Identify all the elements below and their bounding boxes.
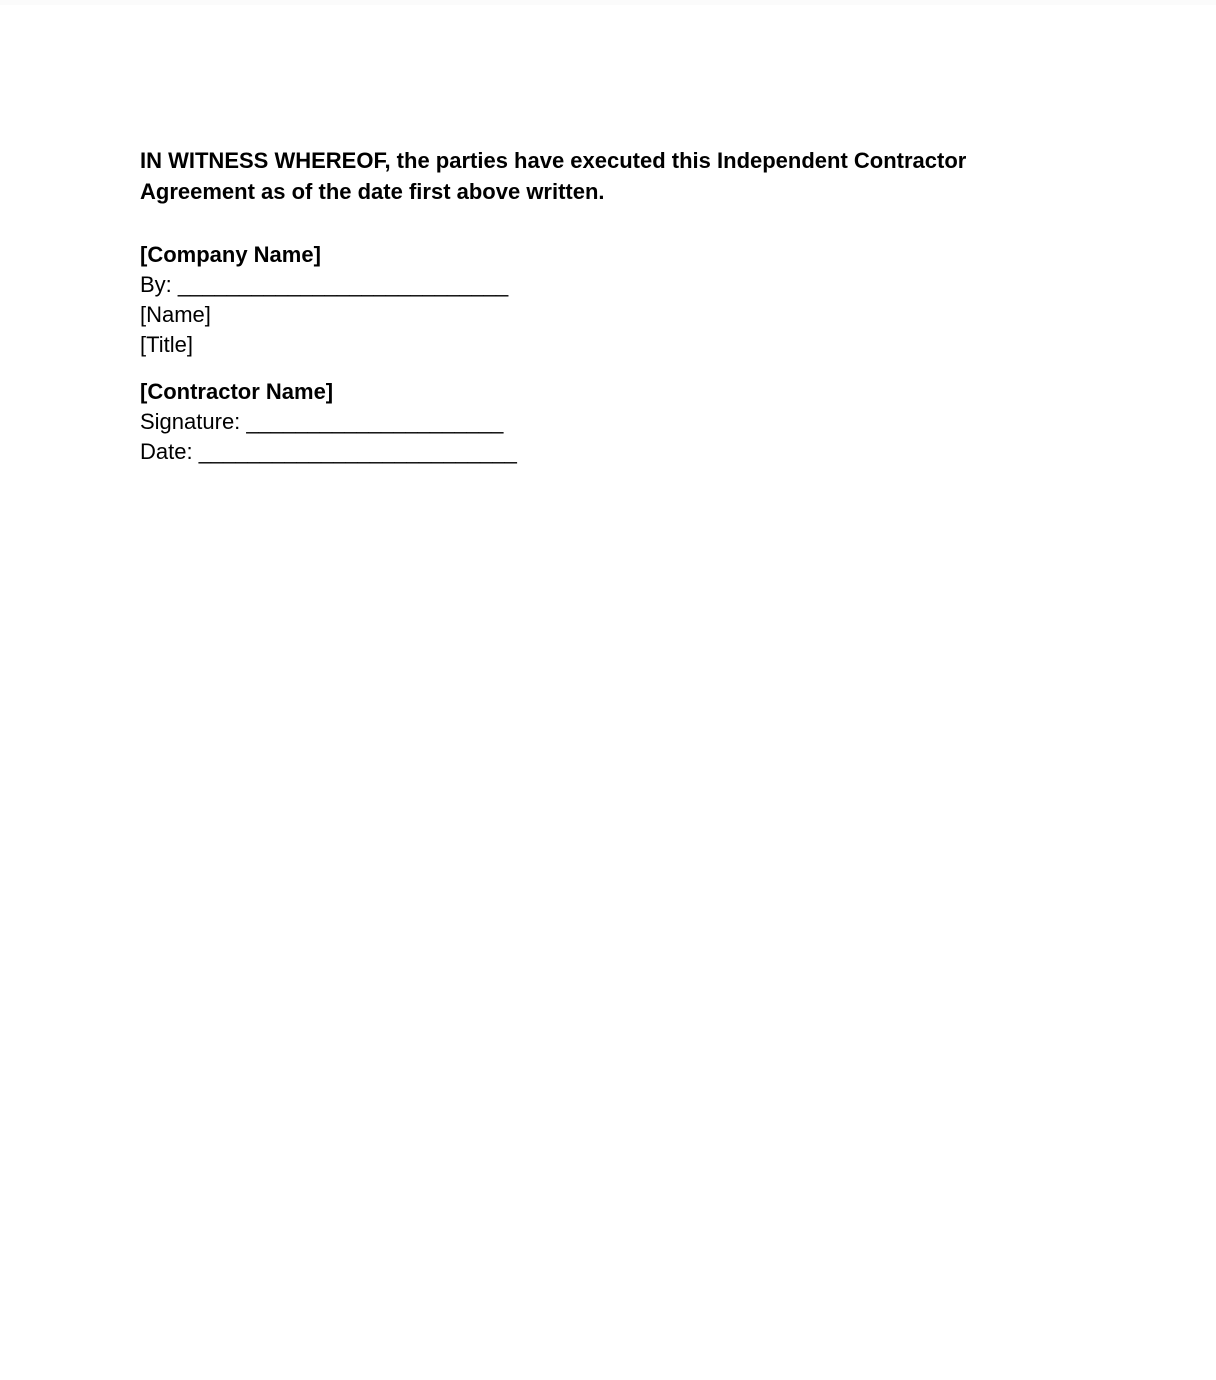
company-signer-title-placeholder: [Title] (140, 332, 193, 357)
document-page (140, 145, 1020, 467)
witness-clause-paragraph: IN WITNESS WHEREOF, the parties have executed this Independent Contractor Agreement as of the date first above written. (140, 148, 967, 204)
contractor-signature-block (140, 377, 1020, 467)
contractor-signature-line: Signature: _____________________ (140, 409, 504, 434)
company-by-signature-line: By: ___________________________ (140, 272, 509, 297)
company-signer-name-placeholder: [Name] (140, 302, 211, 327)
company-name-placeholder: [Company Name] (140, 242, 321, 267)
contractor-name-placeholder: [Contractor Name] (140, 379, 334, 404)
contractor-date-line: Date: __________________________ (140, 439, 517, 464)
page-top-edge (0, 0, 1216, 5)
company-signature-block (140, 240, 1020, 360)
